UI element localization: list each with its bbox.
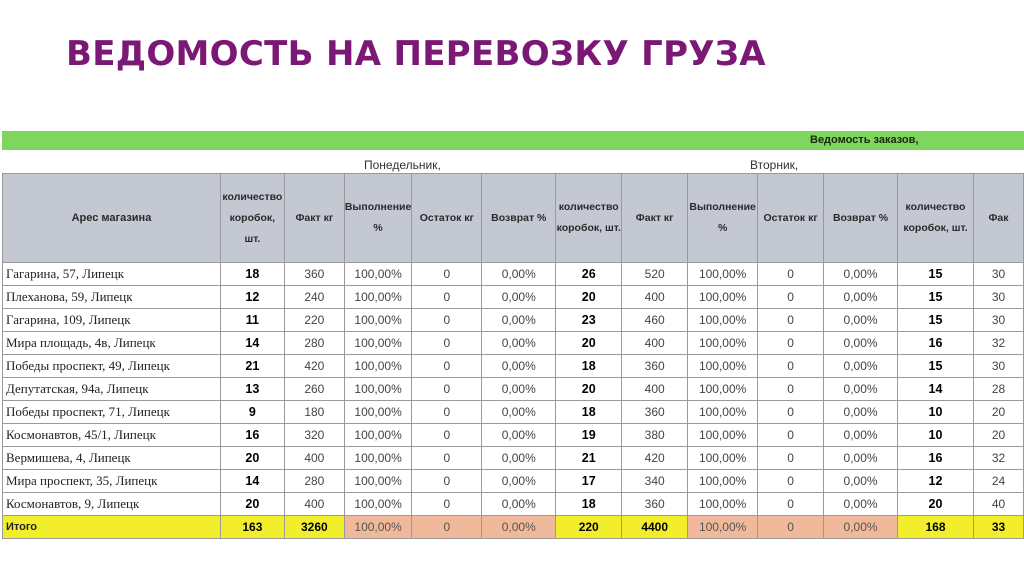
header-return-mon: Возврат %: [482, 174, 556, 263]
table-cell: 100,00%: [344, 309, 412, 332]
store-address-cell: Гагарина, 57, Липецк: [3, 263, 221, 286]
table-cell: 30: [973, 286, 1023, 309]
table-row: [3, 470, 1024, 493]
table-cell: 0: [758, 424, 824, 447]
store-address-cell: Гагарина, 109, Липецк: [3, 309, 221, 332]
sheet-title: Ведомость заказов,: [810, 134, 919, 146]
table-cell: 18: [556, 493, 622, 516]
table-cell: 0: [412, 309, 482, 332]
table-cell: 15: [898, 309, 974, 332]
table-row: [3, 355, 1024, 378]
table-cell: 280: [284, 332, 344, 355]
table-cell: 0: [412, 424, 482, 447]
table-cell: 400: [622, 286, 688, 309]
table-cell: 30: [973, 309, 1023, 332]
table-cell: 0,00%: [824, 424, 898, 447]
table-row: [3, 378, 1024, 401]
table-cell: 14: [898, 378, 974, 401]
table-cell: 12: [220, 286, 284, 309]
table-cell: 20: [220, 493, 284, 516]
table-cell: 100,00%: [344, 378, 412, 401]
table-row: [3, 401, 1024, 424]
table-cell: 23: [556, 309, 622, 332]
store-address-cell: Депутатская, 94а, Липецк: [3, 378, 221, 401]
header-fact-mon: Факт кг: [284, 174, 344, 263]
table-cell: 0,00%: [482, 447, 556, 470]
table-cell: 15: [898, 355, 974, 378]
table-cell: 20: [220, 447, 284, 470]
table-cell: 20: [556, 286, 622, 309]
table-cell: 10: [898, 401, 974, 424]
table-cell: 0,00%: [482, 493, 556, 516]
store-address-cell: Плеханова, 59, Липецк: [3, 286, 221, 309]
table-cell: 100,00%: [688, 447, 758, 470]
table-cell: 100,00%: [688, 355, 758, 378]
table-cell: 0: [758, 378, 824, 401]
sheet-title-bar: [2, 131, 1024, 150]
header-remainder-tue: Остаток кг: [758, 174, 824, 263]
table-cell: 0,00%: [824, 378, 898, 401]
table-cell: 24: [973, 470, 1023, 493]
table-cell: 220: [284, 309, 344, 332]
store-address-cell: Победы проспект, 49, Липецк: [3, 355, 221, 378]
store-address-cell: Мира проспект, 35, Липецк: [3, 470, 221, 493]
table-cell: 15: [898, 263, 974, 286]
table-cell: 100,00%: [344, 355, 412, 378]
table-cell: 100,00%: [688, 378, 758, 401]
table-cell: 0,00%: [824, 263, 898, 286]
table-cell: 280: [284, 470, 344, 493]
total-cell: 0: [758, 516, 824, 539]
table-cell: 0: [758, 447, 824, 470]
table-cell: 100,00%: [688, 309, 758, 332]
table-cell: 0: [758, 332, 824, 355]
table-header-row: [3, 174, 1024, 263]
table-row: [3, 424, 1024, 447]
table-cell: 360: [622, 355, 688, 378]
table-cell: 0,00%: [824, 286, 898, 309]
table-cell: 100,00%: [688, 332, 758, 355]
table-cell: 260: [284, 378, 344, 401]
table-cell: 100,00%: [344, 424, 412, 447]
table-cell: 26: [556, 263, 622, 286]
total-cell: 33: [973, 516, 1023, 539]
header-completion-mon: Выполнение %: [344, 174, 412, 263]
table-cell: 0: [412, 332, 482, 355]
table-cell: 400: [622, 378, 688, 401]
table-cell: 0: [758, 309, 824, 332]
table-cell: 0: [412, 447, 482, 470]
table-cell: 420: [284, 355, 344, 378]
table-cell: 0: [412, 263, 482, 286]
table-cell: 100,00%: [688, 286, 758, 309]
table-row: [3, 286, 1024, 309]
header-remainder-mon: Остаток кг: [412, 174, 482, 263]
table-cell: 20: [556, 378, 622, 401]
table-cell: 18: [556, 401, 622, 424]
table-cell: 0,00%: [824, 355, 898, 378]
table-cell: 18: [220, 263, 284, 286]
table-cell: 100,00%: [344, 332, 412, 355]
table-cell: 0: [412, 401, 482, 424]
table-cell: 21: [220, 355, 284, 378]
table-cell: 400: [284, 493, 344, 516]
header-boxes-wed: количество коробок, шт.: [898, 174, 974, 263]
table-cell: 0: [412, 493, 482, 516]
table-cell: 14: [220, 332, 284, 355]
table-cell: 0,00%: [824, 401, 898, 424]
table-cell: 420: [622, 447, 688, 470]
day-label-monday: Понедельник,: [364, 158, 441, 172]
table-cell: 0: [758, 286, 824, 309]
table-cell: 100,00%: [344, 401, 412, 424]
table-cell: 360: [622, 401, 688, 424]
table-cell: 400: [622, 332, 688, 355]
table-cell: 0,00%: [482, 470, 556, 493]
table-cell: 100,00%: [344, 286, 412, 309]
table-cell: 0: [758, 355, 824, 378]
table-row: [3, 447, 1024, 470]
table-cell: 180: [284, 401, 344, 424]
header-boxes-tue: количество коробок, шт.: [556, 174, 622, 263]
total-cell: 0,00%: [482, 516, 556, 539]
store-address-cell: Победы проспект, 71, Липецк: [3, 401, 221, 424]
table-cell: 0: [412, 378, 482, 401]
table-cell: 0,00%: [482, 355, 556, 378]
total-cell: 4400: [622, 516, 688, 539]
header-boxes-mon: количество коробок, шт.: [220, 174, 284, 263]
table-cell: 0: [758, 470, 824, 493]
table-row: [3, 493, 1024, 516]
total-cell: 3260: [284, 516, 344, 539]
header-completion-tue: Выполнение %: [688, 174, 758, 263]
table-cell: 21: [556, 447, 622, 470]
table-cell: 0: [412, 355, 482, 378]
table-cell: 16: [898, 332, 974, 355]
table-cell: 460: [622, 309, 688, 332]
total-cell: 163: [220, 516, 284, 539]
table-cell: 32: [973, 447, 1023, 470]
table-cell: 30: [973, 263, 1023, 286]
table-cell: 0,00%: [482, 332, 556, 355]
store-address-cell: Космонавтов, 45/1, Липецк: [3, 424, 221, 447]
table-cell: 13: [220, 378, 284, 401]
table-cell: 100,00%: [344, 493, 412, 516]
table-cell: 20: [973, 424, 1023, 447]
table-cell: 11: [220, 309, 284, 332]
store-address-cell: Вермишева, 4, Липецк: [3, 447, 221, 470]
table-cell: 30: [973, 355, 1023, 378]
table-cell: 0,00%: [482, 286, 556, 309]
table-cell: 40: [973, 493, 1023, 516]
table-cell: 360: [284, 263, 344, 286]
total-cell: 168: [898, 516, 974, 539]
table-cell: 15: [898, 286, 974, 309]
table-cell: 12: [898, 470, 974, 493]
table-cell: 100,00%: [344, 470, 412, 493]
table-cell: 0: [412, 470, 482, 493]
table-cell: 520: [622, 263, 688, 286]
total-cell: 220: [556, 516, 622, 539]
total-cell: 0: [412, 516, 482, 539]
table-cell: 0,00%: [482, 401, 556, 424]
table-cell: 100,00%: [344, 447, 412, 470]
table-cell: 340: [622, 470, 688, 493]
table-cell: 17: [556, 470, 622, 493]
header-return-tue: Возврат %: [824, 174, 898, 263]
header-fact-wed: Фак: [973, 174, 1023, 263]
total-label: Итого: [3, 516, 221, 539]
table-cell: 0,00%: [482, 378, 556, 401]
orders-table: [2, 173, 1024, 539]
table-cell: 14: [220, 470, 284, 493]
header-address: Арес магазина: [3, 174, 221, 263]
slide-title: ВЕДОМОСТЬ НА ПЕРЕВОЗКУ ГРУЗА: [66, 34, 766, 74]
table-cell: 20: [556, 332, 622, 355]
total-row: [3, 516, 1024, 539]
total-cell: 0,00%: [824, 516, 898, 539]
table-cell: 380: [622, 424, 688, 447]
table-cell: 360: [622, 493, 688, 516]
spreadsheet: [2, 131, 1024, 551]
table-cell: 0,00%: [482, 309, 556, 332]
table-cell: 10: [898, 424, 974, 447]
store-address-cell: Мира площадь, 4в, Липецк: [3, 332, 221, 355]
table-cell: 28: [973, 378, 1023, 401]
table-cell: 0,00%: [482, 263, 556, 286]
table-cell: 0: [758, 493, 824, 516]
table-cell: 0,00%: [824, 309, 898, 332]
table-cell: 16: [220, 424, 284, 447]
table-cell: 20: [973, 401, 1023, 424]
table-cell: 100,00%: [688, 470, 758, 493]
table-cell: 240: [284, 286, 344, 309]
table-cell: 0: [758, 401, 824, 424]
header-fact-tue: Факт кг: [622, 174, 688, 263]
table-row: [3, 263, 1024, 286]
table-cell: 0,00%: [824, 493, 898, 516]
table-cell: 0,00%: [482, 424, 556, 447]
table-cell: 19: [556, 424, 622, 447]
table-cell: 100,00%: [688, 263, 758, 286]
table-cell: 0,00%: [824, 470, 898, 493]
table-cell: 100,00%: [344, 263, 412, 286]
total-cell: 100,00%: [688, 516, 758, 539]
table-cell: 100,00%: [688, 493, 758, 516]
table-cell: 32: [973, 332, 1023, 355]
table-cell: 16: [898, 447, 974, 470]
table-cell: 100,00%: [688, 424, 758, 447]
table-cell: 0: [412, 286, 482, 309]
table-cell: 100,00%: [688, 401, 758, 424]
table-cell: 0,00%: [824, 447, 898, 470]
day-label-tuesday: Вторник,: [750, 158, 799, 172]
table-cell: 18: [556, 355, 622, 378]
table-cell: 9: [220, 401, 284, 424]
table-cell: 400: [284, 447, 344, 470]
table-row: [3, 309, 1024, 332]
table-cell: 0: [758, 263, 824, 286]
table-cell: 320: [284, 424, 344, 447]
table-cell: 20: [898, 493, 974, 516]
table-row: [3, 332, 1024, 355]
store-address-cell: Космонавтов, 9, Липецк: [3, 493, 221, 516]
table-cell: 0,00%: [824, 332, 898, 355]
total-cell: 100,00%: [344, 516, 412, 539]
